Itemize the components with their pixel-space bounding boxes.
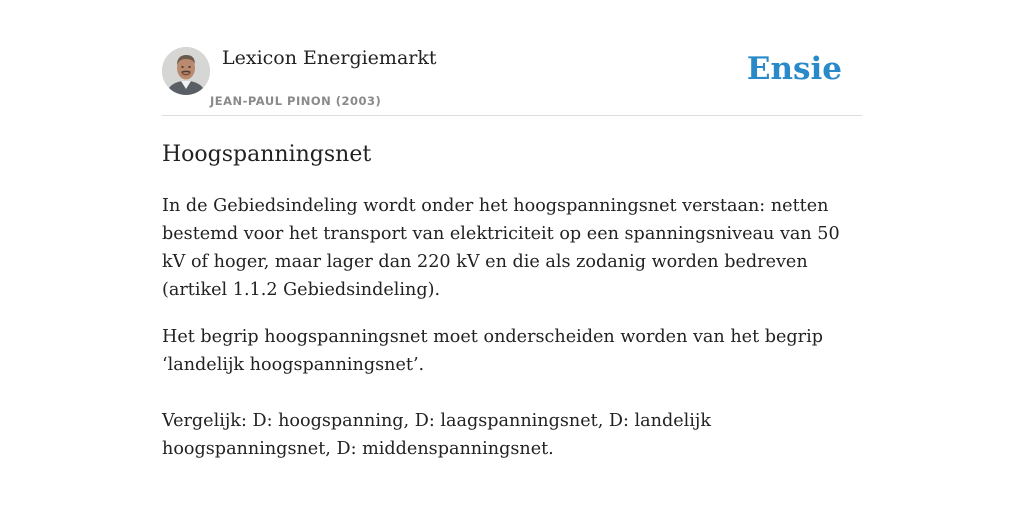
brand-logo[interactable]: Ensie (746, 51, 842, 87)
avatar (162, 47, 210, 95)
entry-paragraph-compare: Vergelijk: D: hoogspanning, D: laagspanningsnet, D: landelijk hoogspanningsnet, D: middenspanningsnet. (162, 411, 712, 459)
page-container (162, 0, 862, 459)
entry-paragraph-definition: In de Gebiedsindeling wordt onder het hoogspanningsnet verstaan: netten bestemd voor het transport van elektriciteit op een spanningsniveau van 50 kV of hoger, maar lager dan 220 kV en die als zodanig worden bedreven (artikel 1.1.2 Gebiedsindeling). (162, 196, 840, 300)
header (162, 0, 862, 116)
author-year: (2003) (335, 94, 382, 108)
author-photo-icon (162, 47, 210, 95)
author-name[interactable]: JEAN-PAUL PINON (210, 94, 332, 108)
entry-paragraph-distinction: Het begrip hoogspanningsnet moet onderscheiden worden van het begrip ‘landelijk hoogspanningsnet’. (162, 327, 823, 375)
author-byline (210, 94, 381, 108)
entry-title: Hoogspanningsnet (162, 142, 372, 167)
book-title[interactable]: Lexicon Energiemarkt (222, 47, 437, 69)
